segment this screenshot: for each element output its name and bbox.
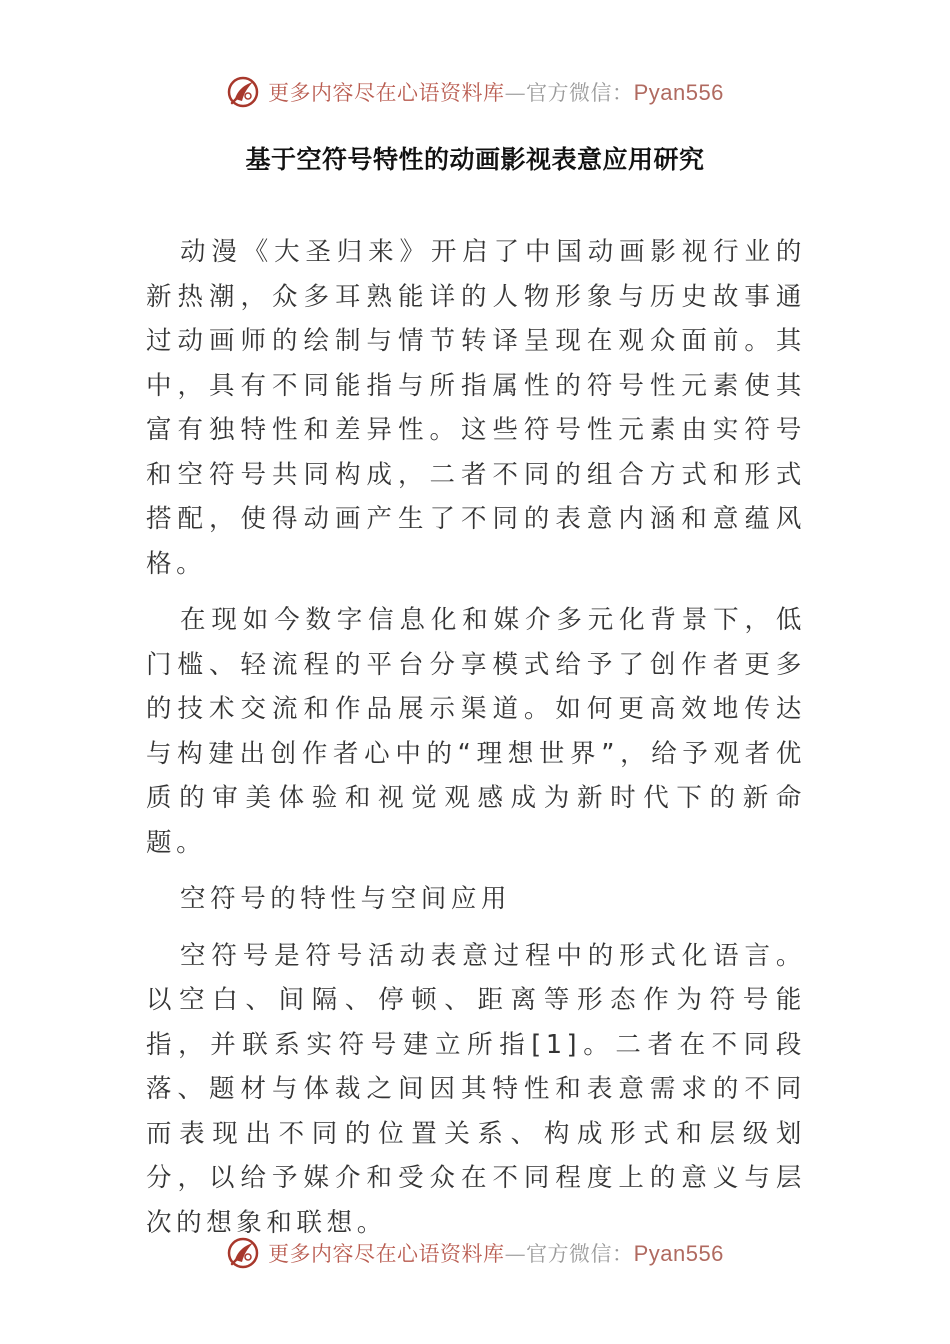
- paragraph-2: 在现如今数字信息化和媒介多元化背景下，低门槛、轻流程的平台分享模式给予了创作者更多的技术交流和作品展示渠道。如何更高效地传达与构建出创作者心中的“理想世界”，给予观者优质的审美体验和视觉观感成为新时代下的新命题。: [146, 605, 806, 858]
- section-heading: 空符号的特性与空间应用: [180, 884, 512, 914]
- brand-logo-icon: [226, 75, 260, 109]
- document-title: 基于空符号特性的动画影视表意应用研究: [245, 145, 705, 174]
- document-body: [146, 230, 806, 1257]
- watermark-official-label: 官方微信：: [526, 1242, 634, 1266]
- watermark-brand: 更多内容尽在心语资料库: [268, 1242, 505, 1266]
- paragraph-1: 动漫《大圣归来》开启了中国动画影视行业的新热潮，众多耳熟能详的人物形象与历史故事通过动画师的绘制与情节转译呈现在观众面前。其中，具有不同能指与所指属性的符号性元素使其富有独特性和差异性。这些符号性元素由实符号和空符号共同构成，二者不同的组合方式和形式搭配，使得动画产生了不同的表意内涵和意蕴风格。: [146, 237, 806, 579]
- watermark-brand: 更多内容尽在心语资料库: [268, 81, 505, 105]
- watermark-text: [268, 77, 724, 107]
- watermark-wechat-id: Pyan556: [633, 1241, 724, 1266]
- header-watermark: [0, 70, 950, 114]
- watermark-official-label: 官方微信：: [526, 81, 634, 105]
- watermark-wechat-id: Pyan556: [633, 80, 724, 105]
- footer-watermark: [0, 1231, 950, 1275]
- paragraph-3: 空符号是符号活动表意过程中的形式化语言。以空白、间隔、停顿、距离等形态作为符号能指，并联系实符号建立所指[1]。二者在不同段落、题材与体裁之间因其特性和表意需求的不同而表现出不同的位置关系、构成形式和层级划分，以给予媒介和受众在不同程度上的意义与层次的想象和联想。: [146, 940, 806, 1238]
- watermark-text: [268, 1238, 724, 1268]
- watermark-separator: —: [504, 1242, 527, 1266]
- brand-logo-icon: [226, 1236, 260, 1270]
- watermark-separator: —: [504, 81, 527, 105]
